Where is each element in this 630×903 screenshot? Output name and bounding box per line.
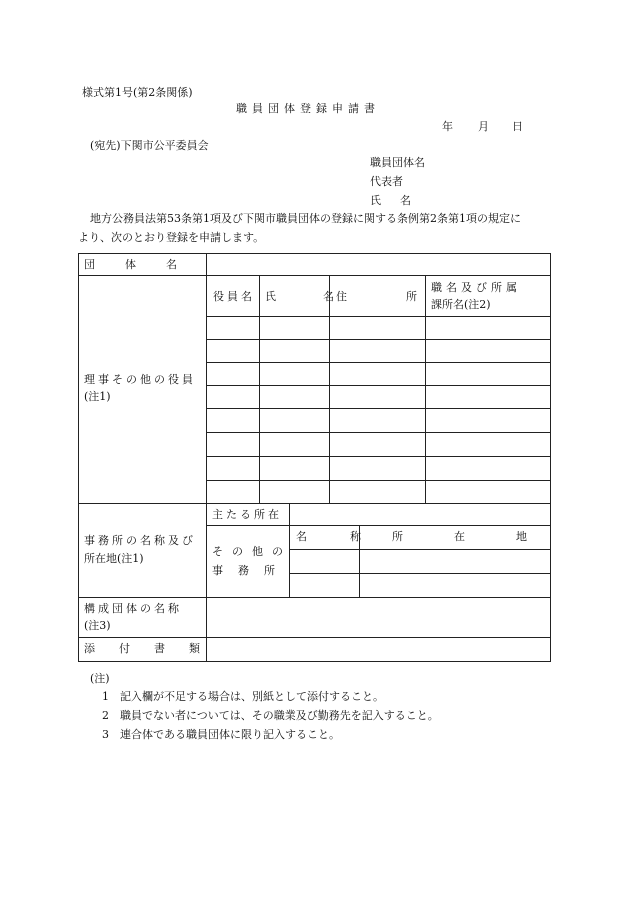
- note-text: 連合体である職員団体に限り記入すること。: [120, 728, 340, 741]
- org-name-input[interactable]: [208, 255, 549, 274]
- date-day-label: 日: [512, 120, 523, 133]
- note-number: 3: [102, 728, 109, 741]
- page-title: 職員団体登録申請書: [236, 102, 380, 115]
- intro-line-1: 地方公務員法第53条第1項及び下関市職員団体の登録に関する条例第2条第1項の規定に: [90, 212, 521, 225]
- attachments-input[interactable]: [208, 639, 549, 660]
- date-year-label: 年: [442, 120, 453, 133]
- addressee: (宛先)下関市公平委員会: [90, 139, 209, 152]
- attachments-label: 添付書類: [84, 642, 224, 655]
- note-text: 記入欄が不足する場合は、別紙として添付すること。: [120, 690, 384, 703]
- applicant-name-label: 氏 名: [370, 194, 415, 207]
- main-office-label: 主たる所在: [212, 508, 282, 521]
- applicant-org-label: 職員団体名: [370, 156, 425, 169]
- note-number: 1: [102, 690, 109, 703]
- col-address-header: 住 所: [336, 290, 441, 303]
- office-col-name-header: 名 称: [296, 530, 377, 543]
- officers-note-ref: (注1): [84, 390, 111, 403]
- form-number: 様式第1号(第2条関係): [82, 86, 193, 99]
- note-number: 2: [102, 709, 109, 722]
- member-orgs-note-ref: (注3): [84, 619, 111, 632]
- officers-label: 理事その他の役員: [84, 373, 196, 386]
- applicant-rep-label: 代表者: [370, 175, 403, 188]
- col-role-header: 役員名: [213, 290, 255, 303]
- office-label-sub: 所在地(注1): [84, 552, 144, 565]
- col-job-header-sub: 課所名(注2): [431, 298, 491, 311]
- member-orgs-input[interactable]: [208, 599, 549, 636]
- office-col-location-header: 所 在 地: [392, 530, 547, 543]
- org-name-label: 団体名: [84, 258, 207, 271]
- other-office-label: その他の: [212, 545, 292, 558]
- notes-heading: (注): [90, 672, 110, 685]
- main-office-input[interactable]: [291, 505, 549, 524]
- member-orgs-label: 構成団体の名称: [84, 602, 182, 615]
- date-month-label: 月: [478, 120, 489, 133]
- intro-line-2: より、次のとおり登録を申請します。: [78, 231, 265, 244]
- office-label: 事務所の名称及び: [84, 534, 196, 547]
- col-job-header: 職名及び所属: [431, 281, 521, 294]
- other-office-label-sub: 事 務 所: [212, 564, 277, 577]
- col-name-header: 氏 名: [265, 290, 352, 303]
- note-text: 職員でない者については、その職業及び勤務先を記入すること。: [120, 709, 439, 722]
